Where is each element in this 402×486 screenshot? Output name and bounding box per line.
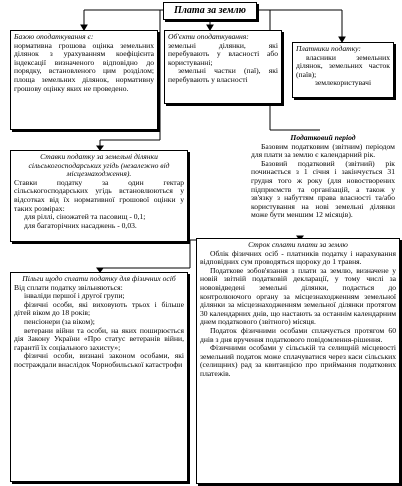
tax-payers-header: Платники податку: <box>296 44 361 53</box>
tax-benefits-header: Пільги щодо сплати податку для фізичних осіб <box>22 274 176 283</box>
tax-payers-line1: власники земельних ділянок, земельних часток (паїв); <box>296 52 390 79</box>
tax-benefit-item: інваліди першої і другої групи; <box>24 291 125 301</box>
tax-payers-line2: землекористувачі <box>314 78 372 88</box>
tax-period-header: Податковий період <box>290 133 356 142</box>
tax-base-text: нормативна грошова оцінка земельних ділянок з урахуванням коефіцієнта індексації визначеного відповідно до порядку, встановленого цим розділом; площа земельних ділянок, нормативну грошову оцінку яких не проведено. <box>14 40 154 93</box>
tax-benefits-box <box>10 272 188 482</box>
title-text: Плата за землю <box>174 5 246 16</box>
tax-period-p2: Базовий податковий (звітний) рік починається з 1 січня і закінчується 31 грудня того ж року (для новостворених підприємств та організацій, а також у зв'язку з набуттям права власності та/або користування на нові земельні ділянки може бути меншим 12 місяців). <box>251 158 395 220</box>
payment-terms-para: Фізичними особами у сільській та селищній місцевості земельний податок може сплачуватися через каси сільських (селищних) рад за квитанцією про приймання податкових платежів. <box>200 343 396 378</box>
tax-payers-box <box>292 42 394 98</box>
payment-terms-para: Податкове зобов'язання з плати за землю, визначене у новій звітній податковій декларації, у тому числі за нововідведені земельні ділянки, подається до контролюючого органу за місцезнаходженням земельної ділянки за місцезнаходженням земельної ділянки протягом 30 календарних днів, що настають за останнім календарним днем податкового (звітного) місяця. <box>200 265 396 327</box>
tax-benefit-item: фізичні особи, визнані законом особами, які постраждали внаслідок Чорнобильської катастрофи <box>14 351 184 369</box>
tax-rates-text: Ставки податку за один гектар сільськогосподарських угідь встановлюються у відсотках від їх нормативної грошової оцінки у таких розмірах: <box>14 177 184 213</box>
diagram-title <box>163 2 257 20</box>
tax-objects-header: Об'єкти оподаткування: <box>168 32 249 41</box>
tax-benefits-intro: Від сплати податку звільняються: <box>14 282 123 292</box>
tax-base-header: Базою оподаткування є: <box>14 32 94 41</box>
tax-base-box <box>10 30 158 130</box>
payment-terms-header: Строк сплати плати за землю <box>248 240 348 249</box>
tax-benefit-item: пенсіонери (за віком); <box>24 316 95 326</box>
tax-period-p1: Базовим податковим (звітним) періодом для плати за землю є календарний рік. <box>251 141 395 160</box>
tax-benefit-item: ветерани війни та особи, на яких поширюється дія Закону України «Про статус ветеранів війни, гарантії їх соціального захисту»; <box>14 325 184 352</box>
tax-rates-box <box>10 150 188 242</box>
payment-terms-box <box>196 238 400 484</box>
tax-objects-box <box>164 30 282 104</box>
payment-terms-para: Податок фізичними особами сплачується протягом 60 днів з дня вручення податкового повідомлення-рішення. <box>200 325 396 344</box>
tax-benefit-item: фізичні особи, які виховують трьох і більше дітей віком до 18 років; <box>14 299 184 318</box>
tax-rates-item1: для ріллі, сіножатей та пасовищ - 0,1; <box>24 212 146 222</box>
payment-terms-para: Облік фізичних осіб - платників податку і нарахування відповідних сум проводяться щороку до 1 травня. <box>200 248 396 267</box>
tax-rates-header: Ставки податку за земельні ділянки сільськогосподарських угідь (незалежно від місцезнаходження). <box>28 152 170 179</box>
tax-objects-line1: земельні ділянки, які перебувають у власності або користуванні; <box>168 40 278 67</box>
tax-period-block <box>248 132 398 236</box>
tax-rates-item2: для багаторічних насаджень - 0,03. <box>24 220 137 230</box>
tax-objects-line2: земельні частки (паї), які перебувають у власності <box>168 66 278 84</box>
